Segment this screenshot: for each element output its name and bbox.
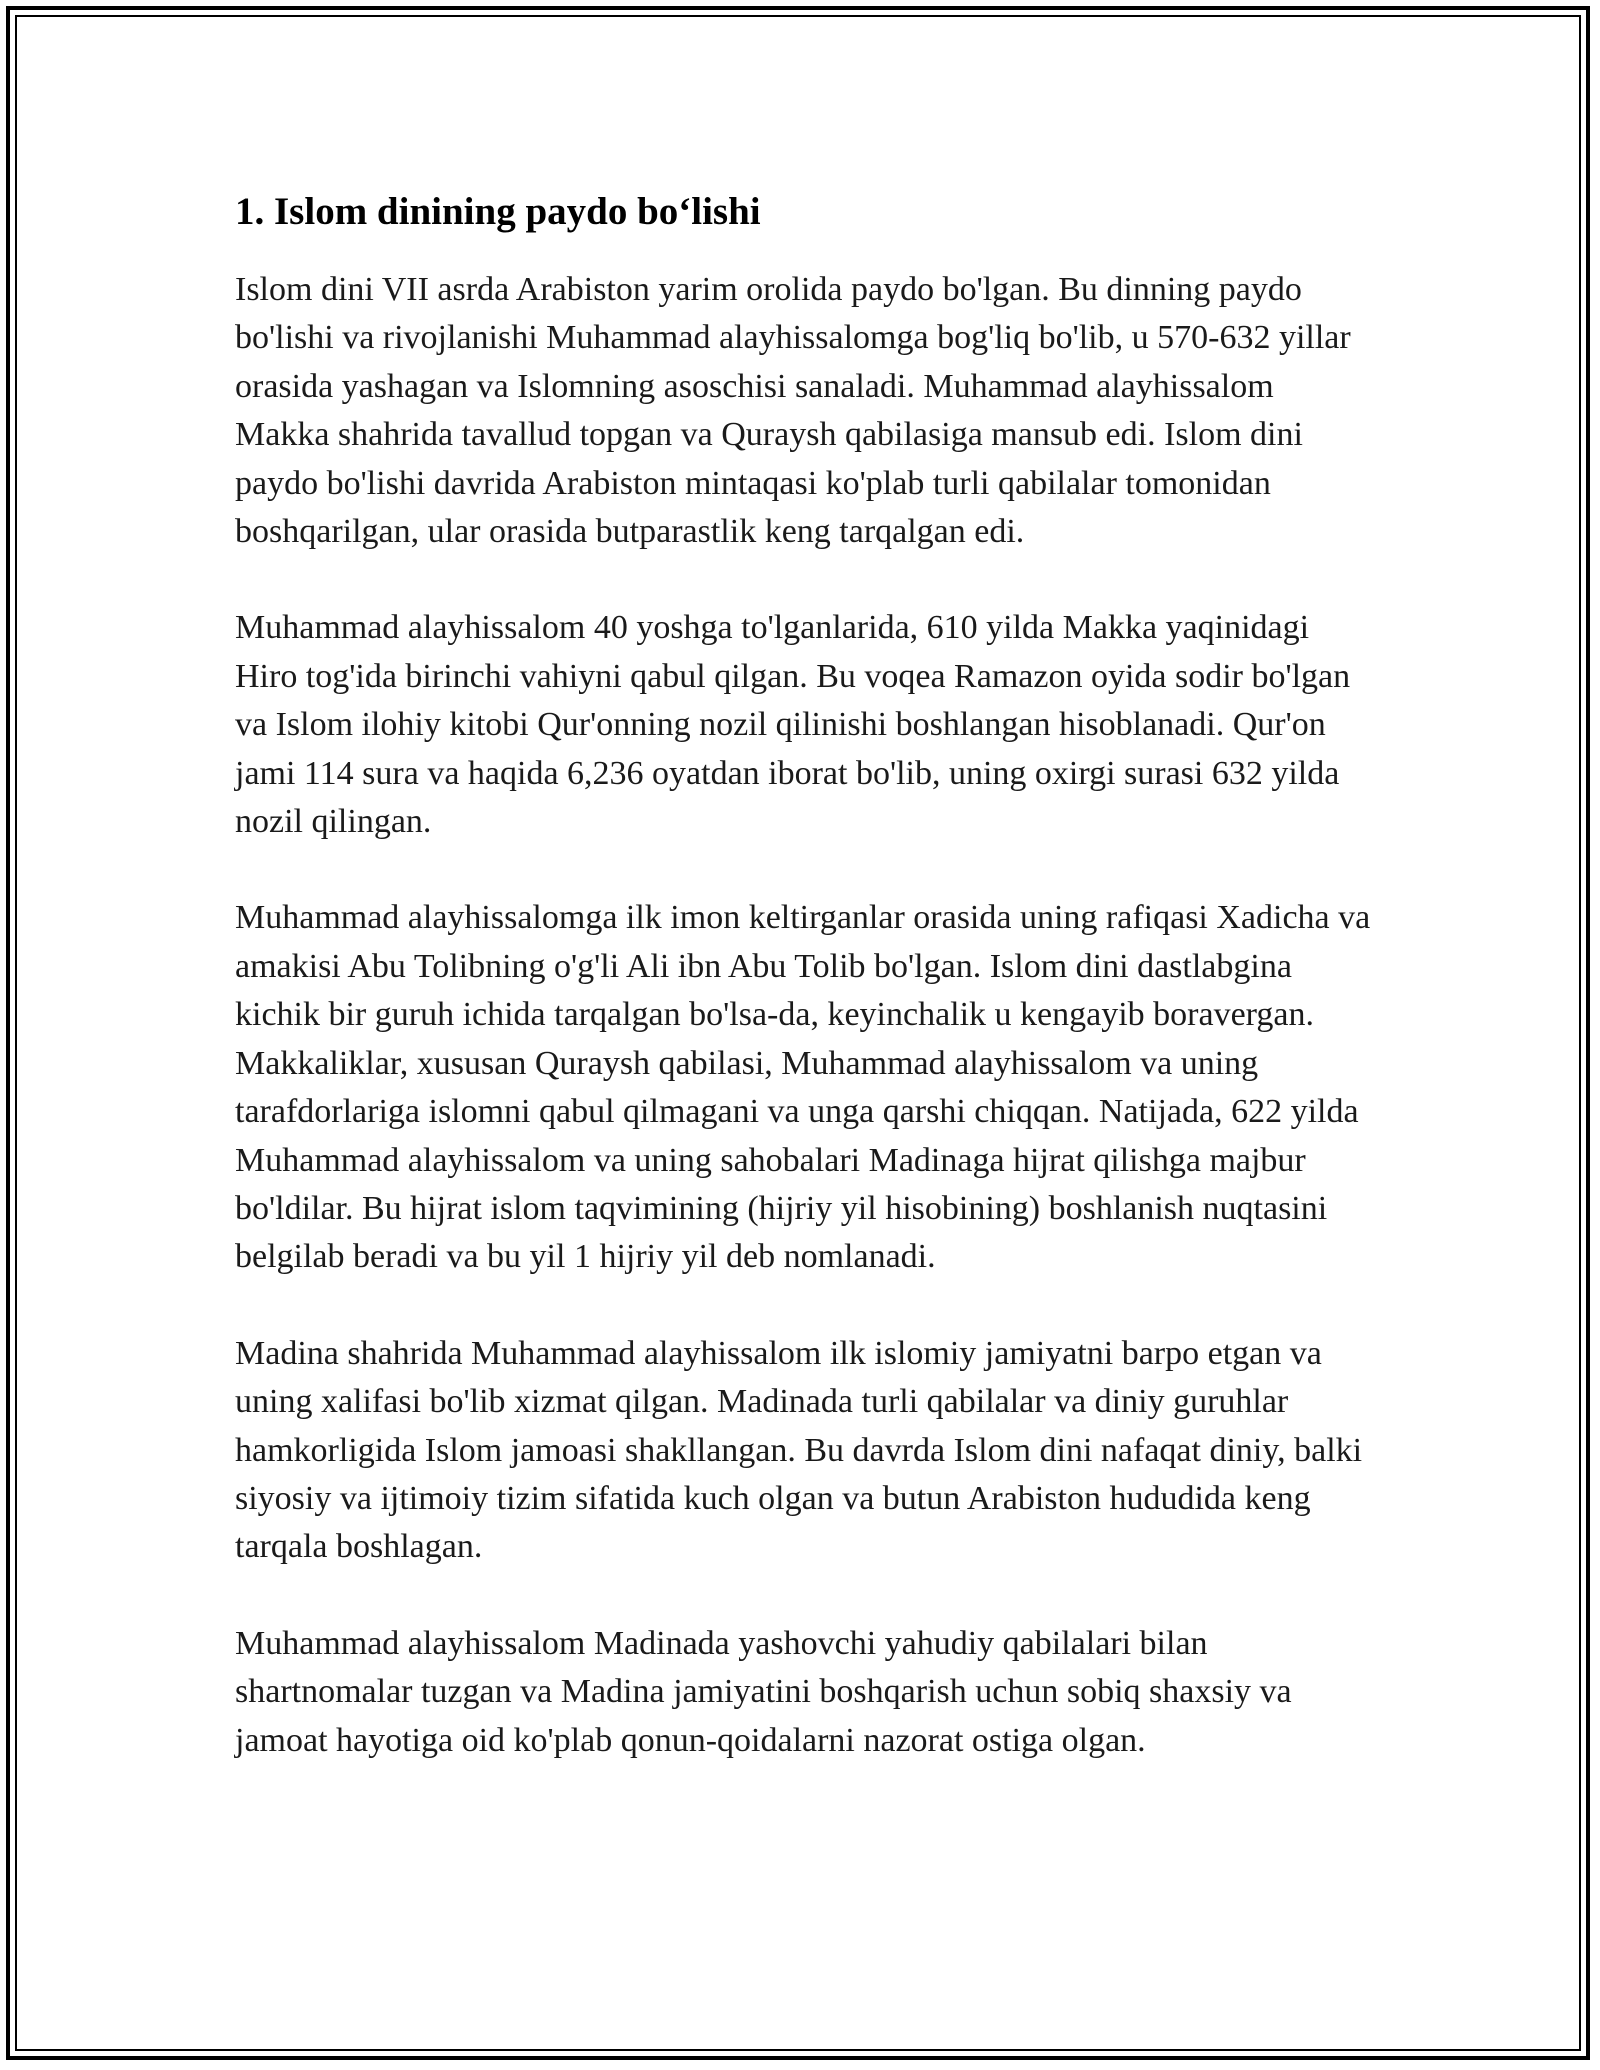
paragraph-5: Muhammad alayhissalom Madinada yashovchi yahudiy qabilalari bilan shartnomalar tuzgan va Madina jamiyatini boshqarish uchun sobiq shaxsiy va jamoat hayotiga oid ko'plab qonun-qoidalarni nazorat ostiga olgan.: [235, 1624, 1292, 1759]
paragraph-1: Islom dini VII asrda Arabiston yarim orolida paydo bo'lgan. Bu dinning paydo bo'lishi va rivojlanishi Muhammad alayhissalomga bog'liq bo'lib, u 570-632 yillar orasida yashagan va Islomning asoschisi sanaladi. Muhammad alayhissalom Makka shahrida tavallud topgan va Quraysh qabilasiga mansub edi. Islom dini paydo bo'lishi davrida Arabiston mintaqasi ko'plab turli qabilalar tomonidan boshqarilgan, ular orasida butparastlik keng tarqalgan edi.: [235, 271, 1351, 551]
paragraph-3: Muhammad alayhissalomga ilk imon keltirganlar orasida uning rafiqasi Xadicha va amakisi Abu Tolibning o'g'li Ali ibn Abu Tolib bo'lgan. Islom dini dastlabgina kichik bir guruh ichida tarqalgan bo'lsa-da, keyinchalik u kengayib boravergan. Makkaliklar, xususan Quraysh qabilasi, Muhammad alayhissalom va uning tarafdorlariga islomni qabul qilmagani va unga qarshi chiqqan. Natijada, 622 yilda Muhammad alayhissalom va uning sahobalari Madinaga hijrat qilishga majbur bo'ldilar. Bu hijrat islom taqvimining (hijriy yil hisobining) boshlanish nuqtasini belgilab beradi va bu yil 1 hijriy yil deb nomlanadi.: [235, 899, 1371, 1276]
document-body: [235, 186, 1375, 1813]
paragraph-2: Muhammad alayhissalom 40 yoshga to'lganlarida, 610 yilda Makka yaqinidagi Hiro tog'ida birinchi vahiyni qabul qilgan. Bu voqea Ramazon oyida sodir bo'lgan va Islom ilohiy kitobi Qur'onning nozil qilinishi boshlangan hisoblanadi. Qur'on jami 114 sura va haqida 6,236 oyatdan iborat bo'lib, uning oxirgi surasi 632 yilda nozil qilingan.: [235, 609, 1351, 841]
section-heading: 1. Islom dinining paydo bo‘lishi: [235, 190, 761, 233]
paragraph-4: Madina shahrida Muhammad alayhissalom ilk islomiy jamiyatni barpo etgan va uning xalifasi bo'lib xizmat qilgan. Madinada turli qabilalar va diniy guruhlar hamkorligida Islom jamoasi shakllangan. Bu davrda Islom dini nafaqat diniy, balki siyosiy va ijtimoiy tizim sifatida kuch olgan va butun Arabiston hududida keng tarqala boshlagan.: [235, 1334, 1363, 1566]
